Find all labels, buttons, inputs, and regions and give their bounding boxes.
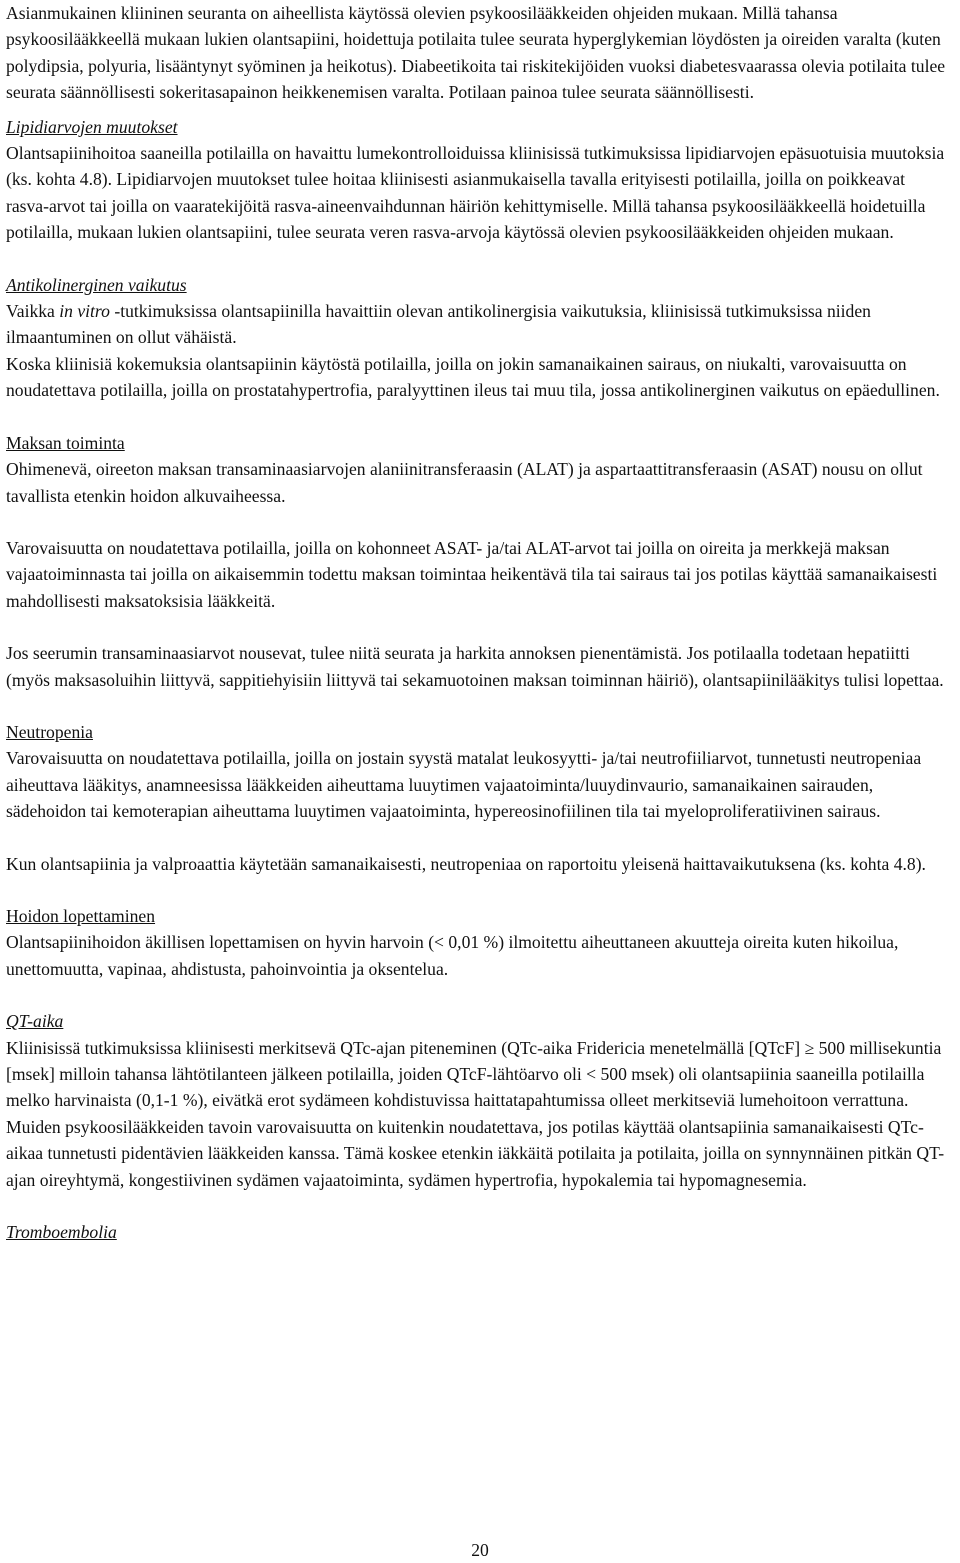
anticholinergic-p1-italic: in vitro (59, 301, 110, 322)
neutropenia-paragraph-1: Varovaisuutta on noudatettava potilailla, joilla on jostain syystä matalat leukosyytti- ja/tai neutrofiiliarvot, tunnetusti neutropeniaa aiheuttava lääkitys, anamneesissa lääkkeiden aiheuttama luuytimen vajaatoiminta/luuydinvaurio, samanaikainen sairauden, sädehoidon tai kemoterapian aiheuttama luuytimen vajaatoiminta, hypereosinofiilinen tila tai myeloproliferatiivinen sairaus. (6, 748, 922, 822)
page-number: 20 (471, 1540, 489, 1560)
discontinuation-paragraph: Olantsapiinihoidon äkillisen lopettamisen on hyvin harvoin (< 0,01 %) ilmoitettu aiheuttaneen akuutteja oireita kuten hikoilua, unettomuutta, vapinaa, ahdistusta, pahoinvointia ja oksentelua. (6, 932, 899, 979)
lipid-heading: Lipidiarvojen muutokset (6, 116, 178, 137)
anticholinergic-p1-start: Vaikka (6, 301, 60, 322)
anticholinergic-p1-end: -tutkimuksissa olantsapiinilla havaittiin olevan antikolinergisia vaikutuksia, kliinisissä tutkimuksissa niiden ilmaantuminen on ollut vähäistä. (6, 301, 871, 348)
intro-paragraph: Asianmukainen kliininen seuranta on aiheellista käytössä olevien psykoosilääkkeiden ohjeiden mukaan. Millä tahansa psykoosilääkkeellä mukaan lukien olantsapiini, hoidettuja potilaita tulee seurata hyperglykemian löydösten ja oireiden varalta (kuten polydipsia, polyuria, lisääntynyt syöminen ja heikotus). Diabeetikoita tai riskitekijöiden vuoksi diabetesvaarassa olevia potilaita tulee seurata säännöllisesti sokeritasapainon heikkenemisen varalta. Potilaan painoa tulee seurata säännöllisesti. (6, 3, 946, 103)
neutropenia-paragraph-2: Kun olantsapiinia ja valproaattia käytetään samanaikaisesti, neutropeniaa on raportoitu yleisenä haittavaikutuksena (ks. kohta 4.8). (6, 853, 926, 874)
qt-paragraph: Kliinisissä tutkimuksissa kliinisesti merkitsevä QTc-ajan piteneminen (QTc-aika Fridericia menetelmällä [QTcF] ≥ 500 millisekuntia [msek] milloin tahansa lähtötilanteen jälkeen potilailla, joiden QTcF-lähtöarvo oli < 500 msek) oli olantsapiinia saaneilla potilailla melko harvinaista (0,1-1 %), eivätkä erot sydämeen kohdistuvissa haittatapahtumissa olleet merkitseviä lumehoitoon verrattuna. Muiden psykoosilääkkeiden tavoin varovaisuutta on kuitenkin noudatettava, jos potilas käyttää olantsapiinia samanaikaisesti QTc-aikaa tunnetusti pidentävien lääkkeiden kanssa. Tämä koskee etenkin iäkkäitä potilaita ja potilaita, joilla on synnynnäinen pitkän QT-ajan oireyhtymä, kongestiivinen sydämen vajaatoiminta, sydämen hypertrofia, hypokalemia tai hypomagnesemia. (6, 1037, 945, 1190)
anticholinergic-paragraph-1 (6, 298, 952, 351)
neutropenia-heading: Neutropenia (6, 721, 93, 742)
liver-paragraph-3: Jos seerumin transaminaasiarvot nousevat, tulee niitä seurata ja harkita annoksen pienentämistä. Jos potilaalla todetaan hepatiitti (myös maksasoluihin liittyvä, sappitiehyisiin liittyvä tai sekamuotoinen maksan toiminnan häiriö), olantsapiinilääkitys tulisi lopettaa. (6, 643, 944, 690)
liver-paragraph-2: Varovaisuutta on noudatettava potilailla, joilla on kohonneet ASAT- ja/tai ALAT-arvot tai joilla on oireita ja merkkejä maksan vajaatoiminnasta tai joilla on aikaisemmin todettu maksan toimintaa heikentävä tila tai sairaus tai jos potilas käyttää samanaikaisesti mahdollisesti maksatoksisia lääkkeitä. (6, 537, 938, 611)
thromboembolism-heading: Tromboembolia (6, 1222, 117, 1243)
anticholinergic-heading: Antikolinerginen vaikutus (6, 274, 187, 295)
liver-heading: Maksan toiminta (6, 432, 125, 453)
lipid-paragraph: Olantsapiinihoitoa saaneilla potilailla on havaittu lumekontrolloiduissa kliinisissä tutkimuksissa lipidiarvojen epäsuotuisia muutoksia (ks. kohta 4.8). Lipidiarvojen muutokset tulee hoitaa kliinisesti asianmukaisella tavalla erityisesti potilailla, joilla on poikkeavat rasva-arvot tai joilla on vaaratekijöitä rasva-aineenvaihdunnan häiriön kehittymiselle. Millä tahansa psykoosilääkkeellä hoidetuilla potilailla, mukaan lukien olantsapiini, tulee seurata veren rasva-arvoja käytössä olevien psykoosilääkkeiden ohjeiden mukaan. (6, 143, 945, 243)
anticholinergic-paragraph-2: Koska kliinisiä kokemuksia olantsapiinin käytöstä potilailla, joilla on jokin samanaikainen sairaus, on niukalti, varovaisuutta on noudatettava potilailla, joilla on prostatahypertrofia, paralyyttinen ileus tai muu tila, jossa antikolinerginen vaikutus on epäedullinen. (6, 353, 940, 401)
qt-heading: QT-aika (6, 1011, 64, 1032)
liver-paragraph-1: Ohimenevä, oireeton maksan transaminaasiarvojen alaniinitransferaasin (ALAT) ja aspartaattitransferaasin (ASAT) nousu on ollut tavallista etenkin hoidon alkuvaiheessa. (6, 459, 923, 506)
document-page (6, 0, 952, 1245)
discontinuation-heading: Hoidon lopettaminen (6, 905, 156, 926)
